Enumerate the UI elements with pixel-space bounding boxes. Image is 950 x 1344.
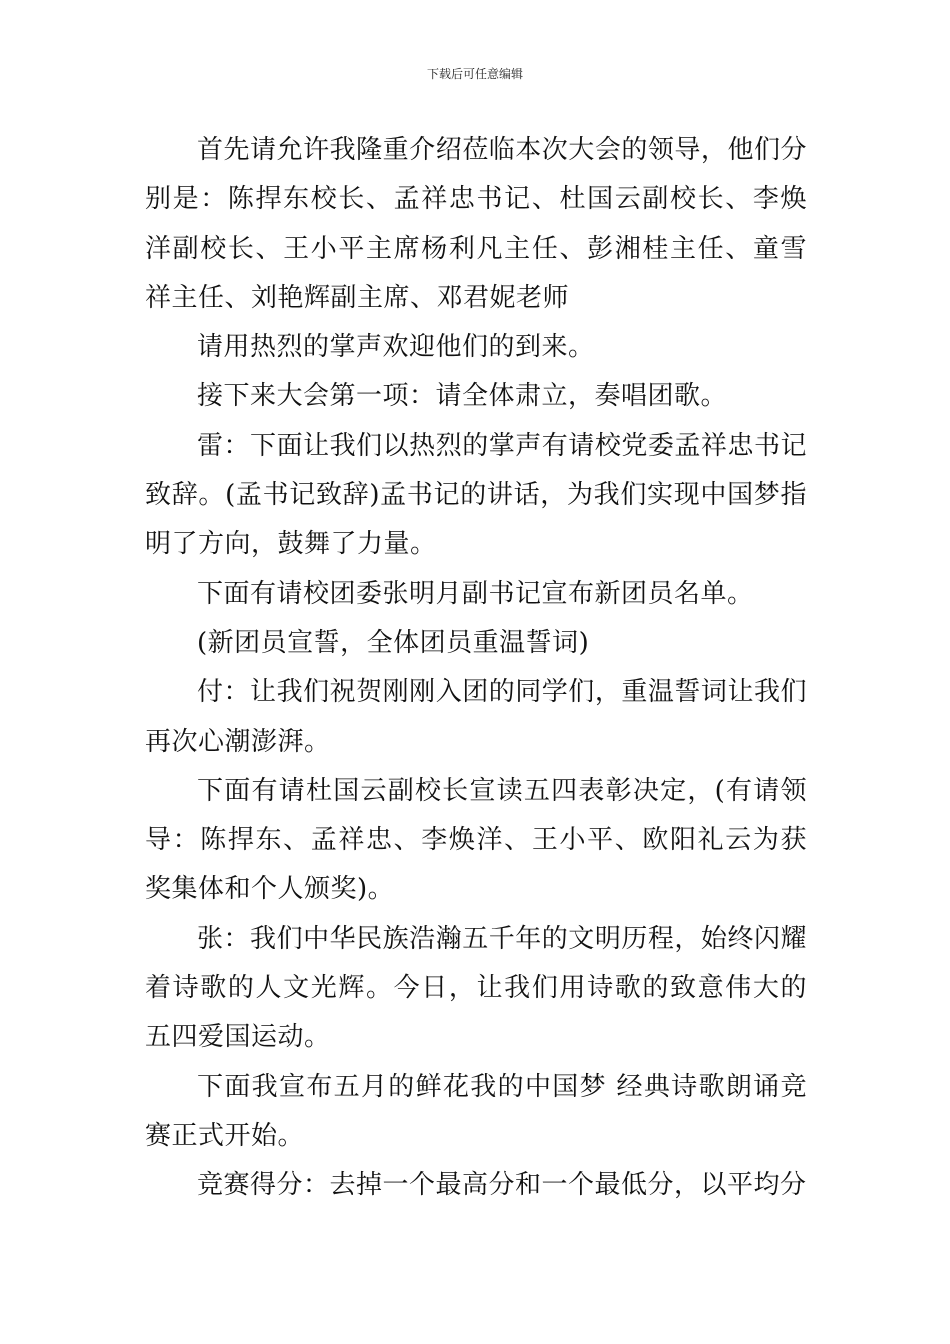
paragraph-scoring: 竞赛得分：去掉一个最高分和一个最低分，以平均分 bbox=[197, 1170, 807, 1201]
paragraph-awards: 下面有请杜国云副校长宣读五四表彰决定，(有请领导：陈捍东、孟祥忠、李焕洋、王小平、欧阳礼云为获奖集体和个人颁奖)。 bbox=[145, 775, 807, 905]
paragraph-poetry-intro: 张：我们中华民族浩瀚五千年的文明历程，始终闪耀着诗歌的人文光辉。今日，让我们用诗歌的致意伟大的五四爱国运动。 bbox=[145, 923, 807, 1053]
paragraph-contest-start: 下面我宣布五月的鲜花我的中国梦 经典诗歌朗诵竞赛正式开始。 bbox=[145, 1071, 807, 1151]
paragraph-oath: (新团员宣誓，全体团员重温誓词) bbox=[197, 627, 590, 658]
paragraph-anthem: 接下来大会第一项：请全体肃立，奏唱团歌。 bbox=[197, 381, 728, 412]
document-body bbox=[145, 126, 807, 1211]
paragraph-new-members-list: 下面有请校团委张明月副书记宣布新团员名单。 bbox=[197, 578, 754, 609]
paragraph-congratulations: 付：让我们祝贺刚刚入团的同学们，重温誓词让我们再次心潮澎湃。 bbox=[145, 677, 807, 757]
paragraph-applause: 请用热烈的掌声欢迎他们的到来。 bbox=[197, 332, 595, 363]
paragraph-leaders-intro: 首先请允许我隆重介绍莅临本次大会的领导，他们分别是：陈捍东校长、孟祥忠书记、杜国云副校长、李焕洋副校长、王小平主席杨利凡主任、彭湘桂主任、童雪祥主任、刘艳辉副主席、邓君妮老师 bbox=[145, 135, 807, 313]
page-header: 下载后可任意编辑 bbox=[426, 67, 523, 81]
paragraph-secretary-speech: 雷：下面让我们以热烈的掌声有请校党委孟祥忠书记致辞。(孟书记致辞)孟书记的讲话，为我们实现中国梦指明了方向，鼓舞了力量。 bbox=[145, 430, 807, 560]
